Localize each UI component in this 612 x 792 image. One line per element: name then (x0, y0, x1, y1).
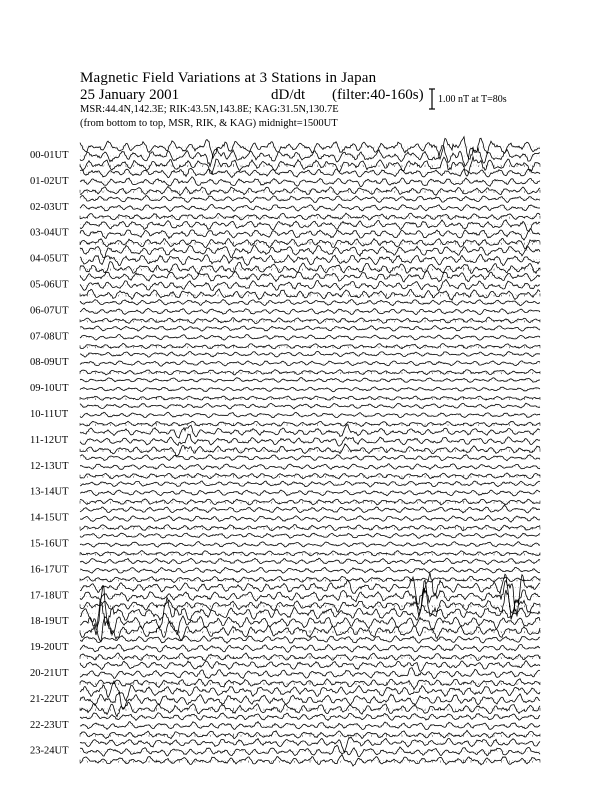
hour-label: 19-20UT (30, 642, 69, 654)
trace-rik (80, 644, 540, 652)
hour-label: 08-09UT (30, 357, 69, 369)
hour-label: 22-23UT (30, 719, 69, 731)
hour-label: 13-14UT (30, 486, 69, 498)
hour-label: 07-08UT (30, 331, 69, 343)
hour-label: 06-07UT (30, 305, 69, 317)
hour-label: 09-10UT (30, 383, 69, 395)
trace-rik (80, 412, 540, 417)
hour-label: 11-12UT (30, 434, 69, 446)
trace-kag (80, 506, 540, 513)
chart-title: Magnetic Field Variations at 3 Stations in Japan (80, 70, 377, 86)
trace-rik (80, 255, 540, 266)
hour-label: 14-15UT (30, 512, 69, 524)
trace-kag (80, 481, 540, 487)
trace-kag (80, 196, 540, 203)
hour-label: 03-04UT (30, 227, 69, 239)
trace-rik (80, 515, 540, 522)
hour-label: 15-16UT (30, 538, 69, 550)
trace-kag (80, 455, 540, 461)
trace-kag (80, 220, 540, 232)
station-order-note: (from bottom to top, MSR, RIK, & KAG) midnight=1500UT (80, 118, 338, 129)
trace-rik (80, 745, 540, 757)
hour-label: 23-24UT (30, 745, 69, 757)
trace-rik (80, 434, 540, 446)
hour-label: 21-22UT (30, 693, 69, 705)
trace-kag (80, 713, 540, 721)
hour-label: 10-11UT (30, 409, 69, 420)
scale-label: 1.00 nT at T=80s (438, 94, 507, 105)
hour-label: 00-01UT (30, 150, 69, 161)
trace-rik (80, 464, 540, 470)
hour-label: 17-18UT (30, 590, 69, 602)
trace-rik (80, 668, 540, 679)
trace-rik (80, 692, 540, 709)
hour-label: 02-03UT (30, 201, 69, 213)
filter-label: (filter:40-160s) (332, 87, 424, 103)
trace-kag (80, 300, 540, 306)
trace-rik (80, 567, 540, 573)
trace-rik (80, 542, 540, 547)
station-coordinates: MSR:44.4N,142.3E; RIK:43.5N,143.8E; KAG:31.5N,130.7E (80, 104, 339, 115)
hour-label: 18-19UT (30, 616, 69, 628)
trace-rik (80, 229, 540, 240)
trace-rik (80, 177, 540, 187)
hour-label: 01-02UT (30, 175, 69, 187)
quantity-label: dD/dt (271, 87, 306, 103)
hour-label: 12-13UT (30, 460, 69, 472)
hour-label: 05-06UT (30, 279, 69, 291)
hour-label: 16-17UT (30, 564, 69, 576)
hour-label: 04-05UT (30, 253, 69, 265)
trace-rik (80, 361, 540, 366)
trace-kag (80, 737, 540, 752)
trace-kag (80, 661, 540, 672)
trace-kag (80, 245, 540, 258)
date-label: 25 January 2001 (80, 87, 180, 103)
trace-rik (80, 490, 540, 496)
hour-label: 20-21UT (30, 668, 69, 679)
